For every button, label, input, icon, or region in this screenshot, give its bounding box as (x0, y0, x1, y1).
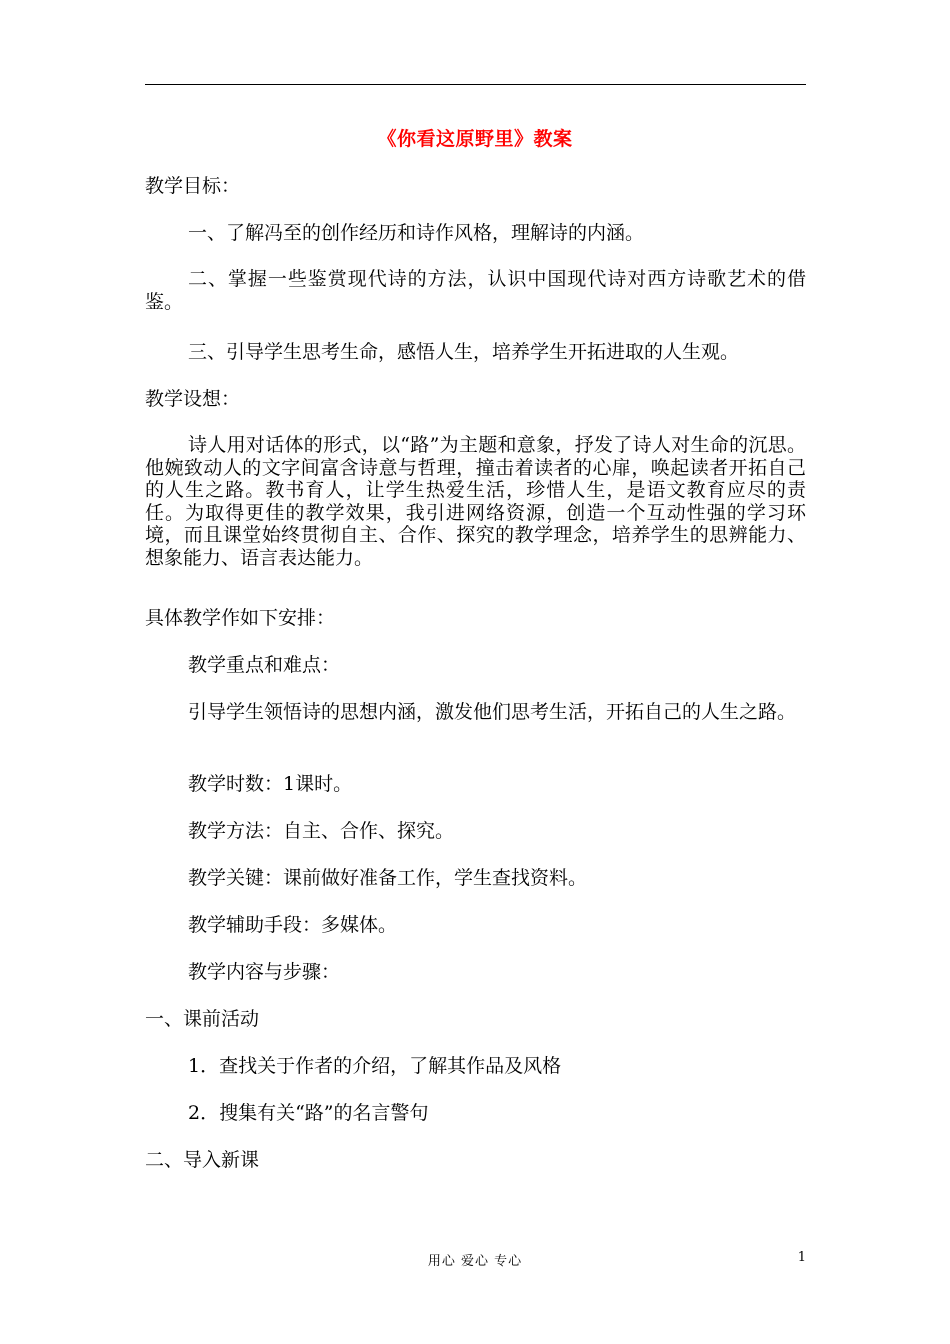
page-number: 1 (797, 1250, 806, 1265)
document-title: 《你看这原野里》教案 (377, 128, 573, 150)
teaching-method: 教学方法：自主、合作、探究。 (188, 820, 455, 842)
steps-heading: 教学内容与步骤： (188, 961, 341, 983)
footer-motto: 用心 爱心 专心 (427, 1254, 523, 1269)
arrangement-heading: 具体教学作如下安排： (145, 607, 336, 629)
part-2-heading: 二、导入新课 (145, 1149, 260, 1171)
part-1-heading: 一、课前活动 (145, 1008, 260, 1030)
key-points-paragraph: 引导学生领悟诗的思想内涵，激发他们思考生活，开拓自己的人生之路。 (188, 701, 797, 723)
goal-2: 二、掌握一些鉴赏现代诗的方法，认识中国现代诗对西方诗歌艺术的借鉴。 (145, 268, 806, 313)
goals-heading: 教学目标： (145, 175, 241, 197)
list-item: 2．搜集有关“路”的名言警句 (188, 1102, 429, 1124)
list-item: 1．查找关于作者的介绍，了解其作品及风格 (188, 1055, 562, 1077)
header-rule (145, 84, 806, 85)
goal-1: 一、了解冯至的创作经历和诗作风格，理解诗的内涵。 (188, 222, 645, 244)
key-points-heading: 教学重点和难点： (188, 654, 341, 676)
design-paragraph: 诗人用对话体的形式，以“路”为主题和意象，抒发了诗人对生命的沉思。他婉致动人的文字间富含诗意与哲理，撞击着读者的心扉，唤起读者开拓自己的人生之路。教书育人，让学生热爱生活，珍惜人生，是语文教育应尽的责任。为取得更佳的教学效果，我引进网络资源，创造一个互动性强的学习环境，而且课堂始终贯彻自主、合作、探究的教学理念，培养学生的思辨能力、想象能力、语言表达能力。 (145, 434, 806, 569)
teaching-aids: 教学辅助手段：多媒体。 (188, 914, 398, 936)
design-heading: 教学设想： (145, 388, 241, 410)
goal-3: 三、引导学生思考生命，感悟人生，培养学生开拓进取的人生观。 (188, 341, 740, 363)
teaching-key: 教学关键：课前做好准备工作，学生查找资料。 (188, 867, 588, 889)
teaching-hours: 教学时数：1课时。 (188, 773, 353, 795)
